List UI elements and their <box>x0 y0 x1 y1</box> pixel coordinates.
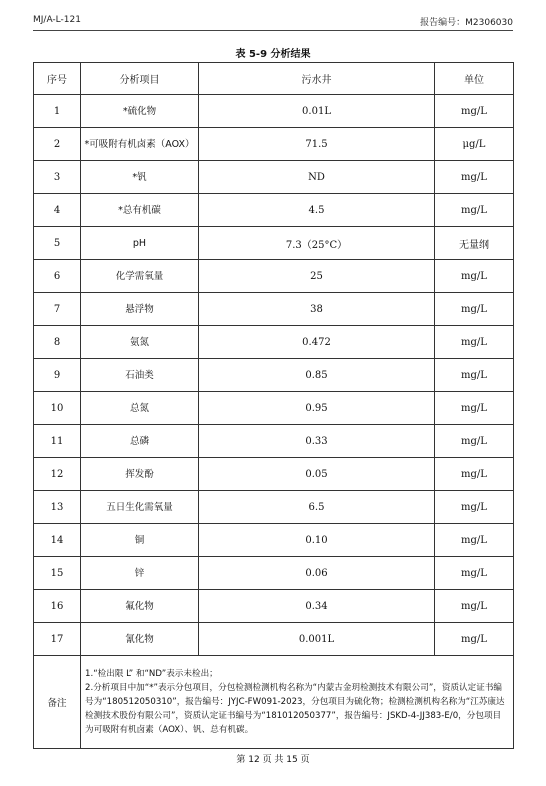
sample-value: 0.001L <box>199 623 435 656</box>
column-header-unit: 单位 <box>435 63 514 95</box>
unit-cell: mg/L <box>435 326 514 359</box>
analysis-item: *硫化物 <box>81 95 199 128</box>
row-number: 17 <box>34 623 81 656</box>
sample-value: 0.95 <box>199 392 435 425</box>
header-divider <box>33 30 513 31</box>
column-header-item: 分析项目 <box>81 63 199 95</box>
analysis-item: 锌 <box>81 557 199 590</box>
analysis-item: 石油类 <box>81 359 199 392</box>
table-row <box>34 161 514 194</box>
row-number: 8 <box>34 326 81 359</box>
table-row <box>34 227 514 260</box>
sample-value: 4.5 <box>199 194 435 227</box>
sample-value: 71.5 <box>199 128 435 161</box>
sample-value: 0.01L <box>199 95 435 128</box>
analysis-results-table <box>33 62 514 749</box>
row-number: 7 <box>34 293 81 326</box>
report-number: 报告编号：M2306030 <box>420 18 513 28</box>
sample-value: 0.34 <box>199 590 435 623</box>
sample-value: ND <box>199 161 435 194</box>
unit-cell: mg/L <box>435 194 514 227</box>
table-header-row <box>34 63 514 95</box>
column-header-no: 序号 <box>34 63 81 95</box>
table-row <box>34 95 514 128</box>
sample-value: 0.85 <box>199 359 435 392</box>
analysis-item: 化学需氧量 <box>81 260 199 293</box>
table-row <box>34 359 514 392</box>
notes-row <box>34 656 514 749</box>
page-footer: 第 12 页 共 15 页 <box>236 755 310 765</box>
table-row <box>34 194 514 227</box>
unit-cell: mg/L <box>435 557 514 590</box>
unit-cell: mg/L <box>435 260 514 293</box>
sample-value: 0.472 <box>199 326 435 359</box>
table-row <box>34 392 514 425</box>
analysis-item: *钒 <box>81 161 199 194</box>
sample-value: 0.33 <box>199 425 435 458</box>
row-number: 10 <box>34 392 81 425</box>
column-header-sample: 污水井 <box>199 63 435 95</box>
analysis-item: 总氮 <box>81 392 199 425</box>
row-number: 2 <box>34 128 81 161</box>
row-number: 11 <box>34 425 81 458</box>
row-number: 14 <box>34 524 81 557</box>
unit-cell: mg/L <box>435 392 514 425</box>
row-number: 13 <box>34 491 81 524</box>
sample-value: 6.5 <box>199 491 435 524</box>
analysis-item: 氨氮 <box>81 326 199 359</box>
page-header <box>33 15 513 29</box>
unit-cell: mg/L <box>435 161 514 194</box>
unit-cell: mg/L <box>435 359 514 392</box>
sample-value: 25 <box>199 260 435 293</box>
unit-cell: mg/L <box>435 458 514 491</box>
unit-cell: mg/L <box>435 491 514 524</box>
sample-value: 7.3（25°C） <box>199 227 435 260</box>
table-row <box>34 491 514 524</box>
unit-cell: mg/L <box>435 293 514 326</box>
analysis-item: *总有机碳 <box>81 194 199 227</box>
sample-value: 0.06 <box>199 557 435 590</box>
sample-value: 0.10 <box>199 524 435 557</box>
unit-cell: mg/L <box>435 623 514 656</box>
row-number: 16 <box>34 590 81 623</box>
analysis-item: 氟化物 <box>81 590 199 623</box>
sample-value: 38 <box>199 293 435 326</box>
analysis-item: 五日生化需氧量 <box>81 491 199 524</box>
unit-cell: mg/L <box>435 425 514 458</box>
table-row <box>34 524 514 557</box>
document-code: MJ/A-L-121 <box>33 15 81 25</box>
table-row <box>34 623 514 656</box>
table-row <box>34 260 514 293</box>
unit-cell: μg/L <box>435 128 514 161</box>
analysis-item: 总磷 <box>81 425 199 458</box>
row-number: 5 <box>34 227 81 260</box>
unit-cell: mg/L <box>435 95 514 128</box>
row-number: 4 <box>34 194 81 227</box>
note-line: 2.分析项目中加“*”表示分包项目，分包检测检测机构名称为“内蒙古金玥检测技术有限公司”，资质认定证书编号为“180512050310”，报告编号：JYJC-FW091-2023，分包项目为硫化物；检测检测机构名称为“江苏康达检测技术股份有限公司”，资质认定证书编号为“181012050377”，报告编号：JSKD-4-JJ383-E/0，分包项目为可吸附有机卤素（AOX）、钒、总有机碳。 <box>85 683 505 735</box>
analysis-item: pH <box>81 227 199 260</box>
table-row <box>34 128 514 161</box>
row-number: 15 <box>34 557 81 590</box>
analysis-item: 铜 <box>81 524 199 557</box>
analysis-item: 氰化物 <box>81 623 199 656</box>
table-row <box>34 425 514 458</box>
row-number: 6 <box>34 260 81 293</box>
table-row <box>34 326 514 359</box>
row-number: 3 <box>34 161 81 194</box>
sample-value: 0.05 <box>199 458 435 491</box>
table-caption: 表 5-9 分析结果 <box>235 49 311 60</box>
row-number: 12 <box>34 458 81 491</box>
analysis-item: 挥发酚 <box>81 458 199 491</box>
row-number: 1 <box>34 95 81 128</box>
notes-body <box>81 656 514 749</box>
unit-cell: mg/L <box>435 590 514 623</box>
analysis-item: 悬浮物 <box>81 293 199 326</box>
unit-cell: mg/L <box>435 524 514 557</box>
unit-cell: 无量纲 <box>435 227 514 260</box>
row-number: 9 <box>34 359 81 392</box>
table-row <box>34 590 514 623</box>
table-row <box>34 557 514 590</box>
analysis-item: *可吸附有机卤素（AOX） <box>81 128 199 161</box>
table-row <box>34 458 514 491</box>
note-line: 1.“检出限 L” 和“ND”表示未检出； <box>85 669 218 679</box>
table-row <box>34 293 514 326</box>
notes-label: 备注 <box>34 656 81 749</box>
